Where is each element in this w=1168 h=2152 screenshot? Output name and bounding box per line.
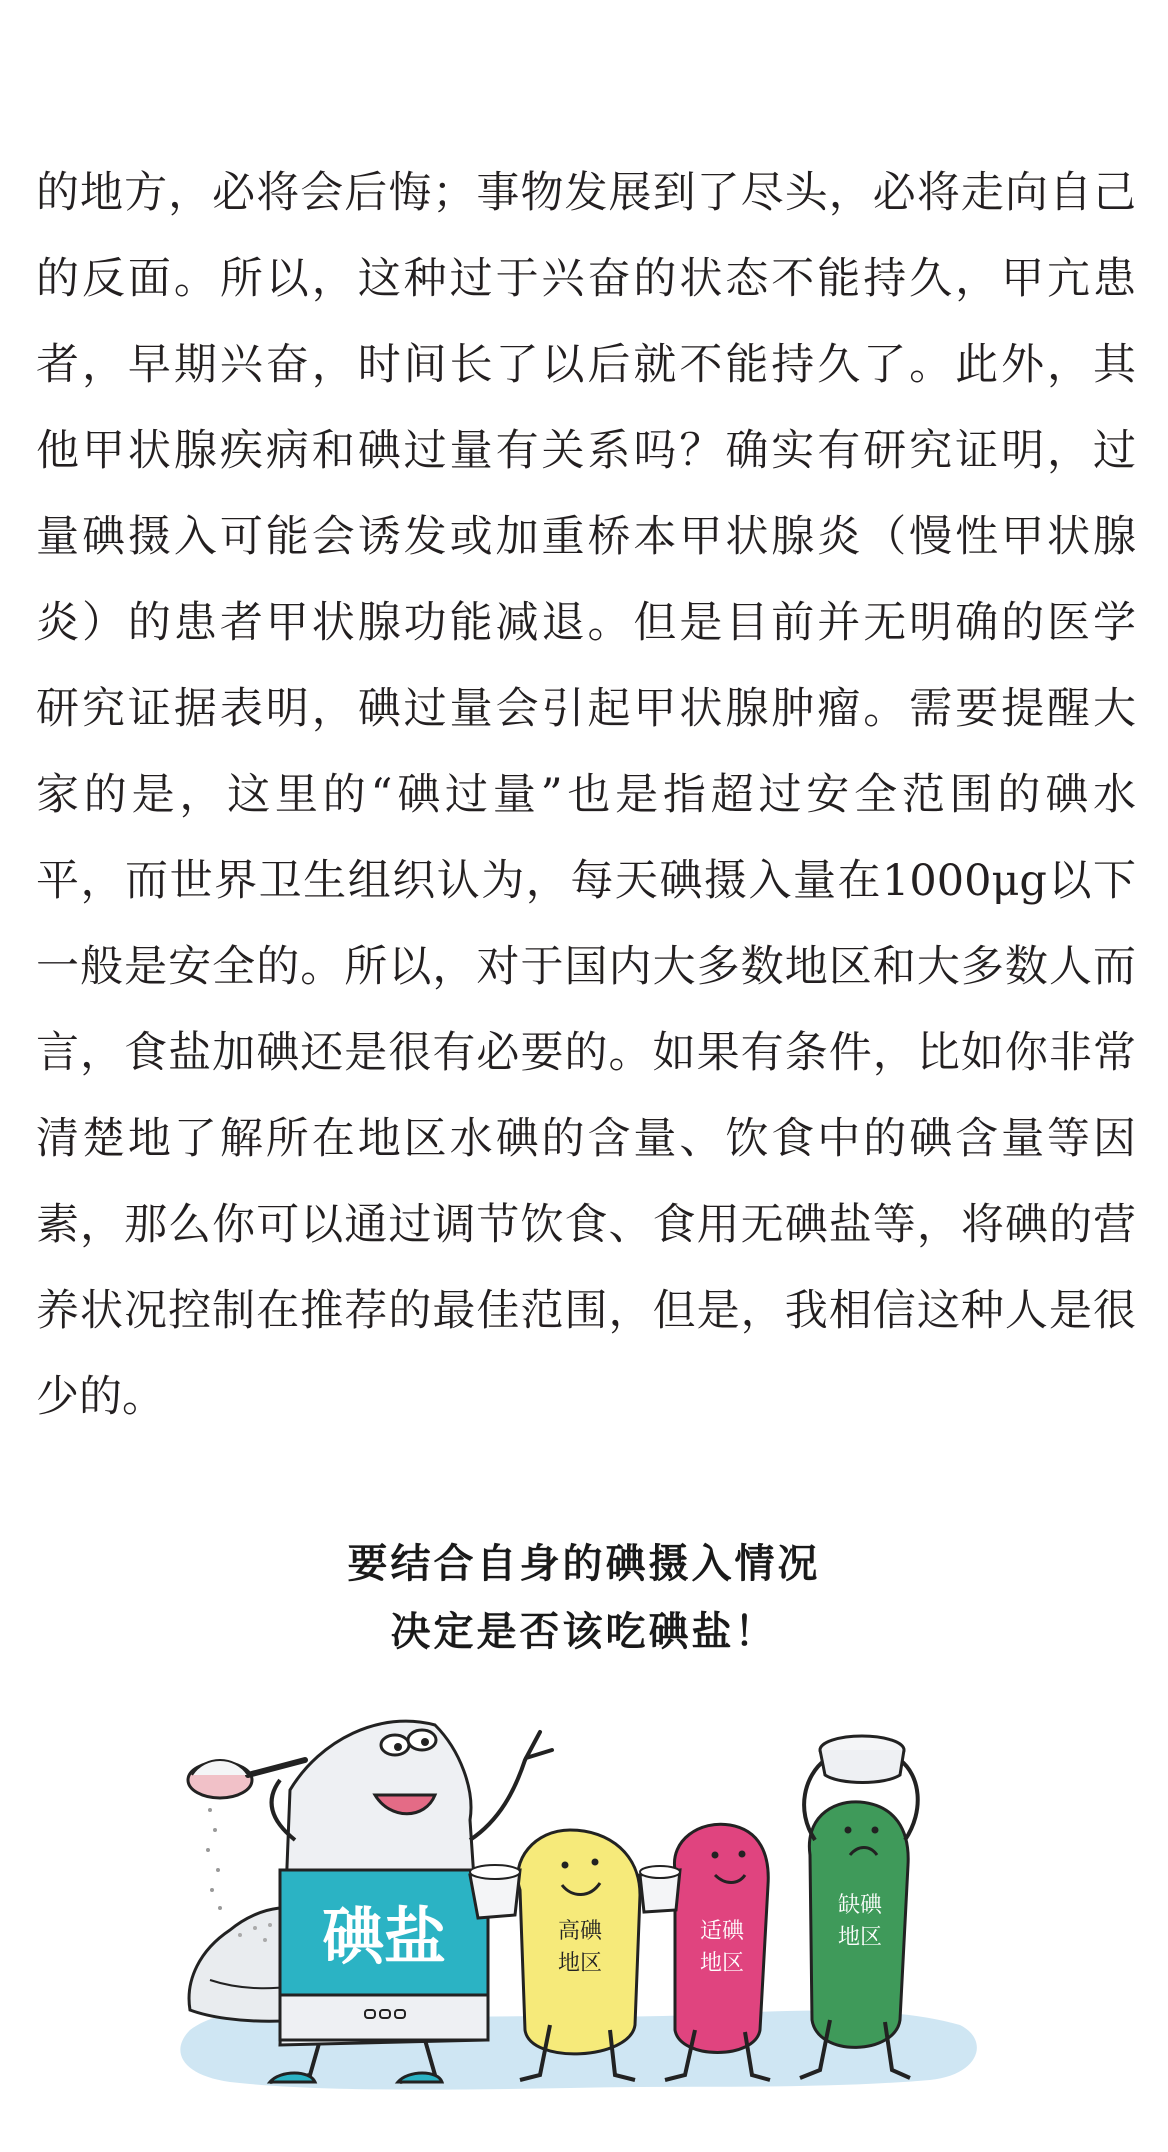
text-line: 炎）的患者甲状腺功能减退。但是目前并无明确的医学 — [36, 598, 1136, 648]
text-line: 家的是，这里的“碘过量”也是指超过安全范围的碘水 — [36, 770, 1136, 820]
text-line: 者，早期兴奋，时间长了以后就不能持久了。此外，其 — [36, 340, 1136, 390]
deficient-iodine-label-1: 缺碘 — [837, 1893, 883, 1918]
text-line: 一般是安全的。所以，对于国内大多数地区和大多数人而 — [36, 942, 1136, 992]
text-line: 清楚地了解所在地区水碘的含量、饮食中的碘含量等因 — [36, 1114, 1136, 1164]
text-line: 平，而世界卫生组织认为，每天碘摄入量在1000μg以下 — [36, 856, 1136, 906]
suitable-iodine-label-1: 适碘 — [699, 1919, 745, 1944]
text-line: 素，那么你可以通过调节饮食、食用无碘盐等，将碘的营 — [36, 1200, 1136, 1250]
caption-line-2: 决定是否该吃碘盐！ — [390, 1609, 778, 1655]
text-line: 量碘摄入可能会诱发或加重桥本甲状腺炎（慢性甲状腺 — [36, 512, 1136, 562]
iodized-salt-illustration — [170, 1680, 1010, 2100]
deficient-iodine-label-2: 地区 — [837, 1925, 883, 1950]
high-iodine-label-1: 高碘 — [557, 1919, 603, 1944]
high-iodine-label-2: 地区 — [557, 1951, 603, 1976]
text-line: 的地方，必将会后悔；事物发展到了尽头，必将走向自己 — [36, 168, 1136, 218]
text-line: 的反面。所以，这种过于兴奋的状态不能持久，甲亢患 — [36, 254, 1136, 304]
body-text — [36, 150, 1136, 1440]
suitable-iodine-label-2: 地区 — [699, 1951, 745, 1976]
text-line: 言，食盐加碘还是很有必要的。如果有条件，比如你非常 — [36, 1028, 1136, 1078]
text-line: 养状况控制在推荐的最佳范围，但是，我相信这种人是很 — [36, 1286, 1136, 1336]
text-line: 少的。 — [36, 1372, 165, 1422]
text-line: 他甲状腺疾病和碘过量有关系吗？确实有研究证明，过 — [36, 426, 1136, 476]
text-line: 研究证据表明，碘过量会引起甲状腺肿瘤。需要提醒大 — [36, 684, 1136, 734]
illustration-caption — [0, 1530, 1168, 1666]
salt-box-label: 碘盐 — [321, 1900, 447, 1973]
caption-line-1: 要结合自身的碘摄入情况 — [347, 1541, 821, 1587]
